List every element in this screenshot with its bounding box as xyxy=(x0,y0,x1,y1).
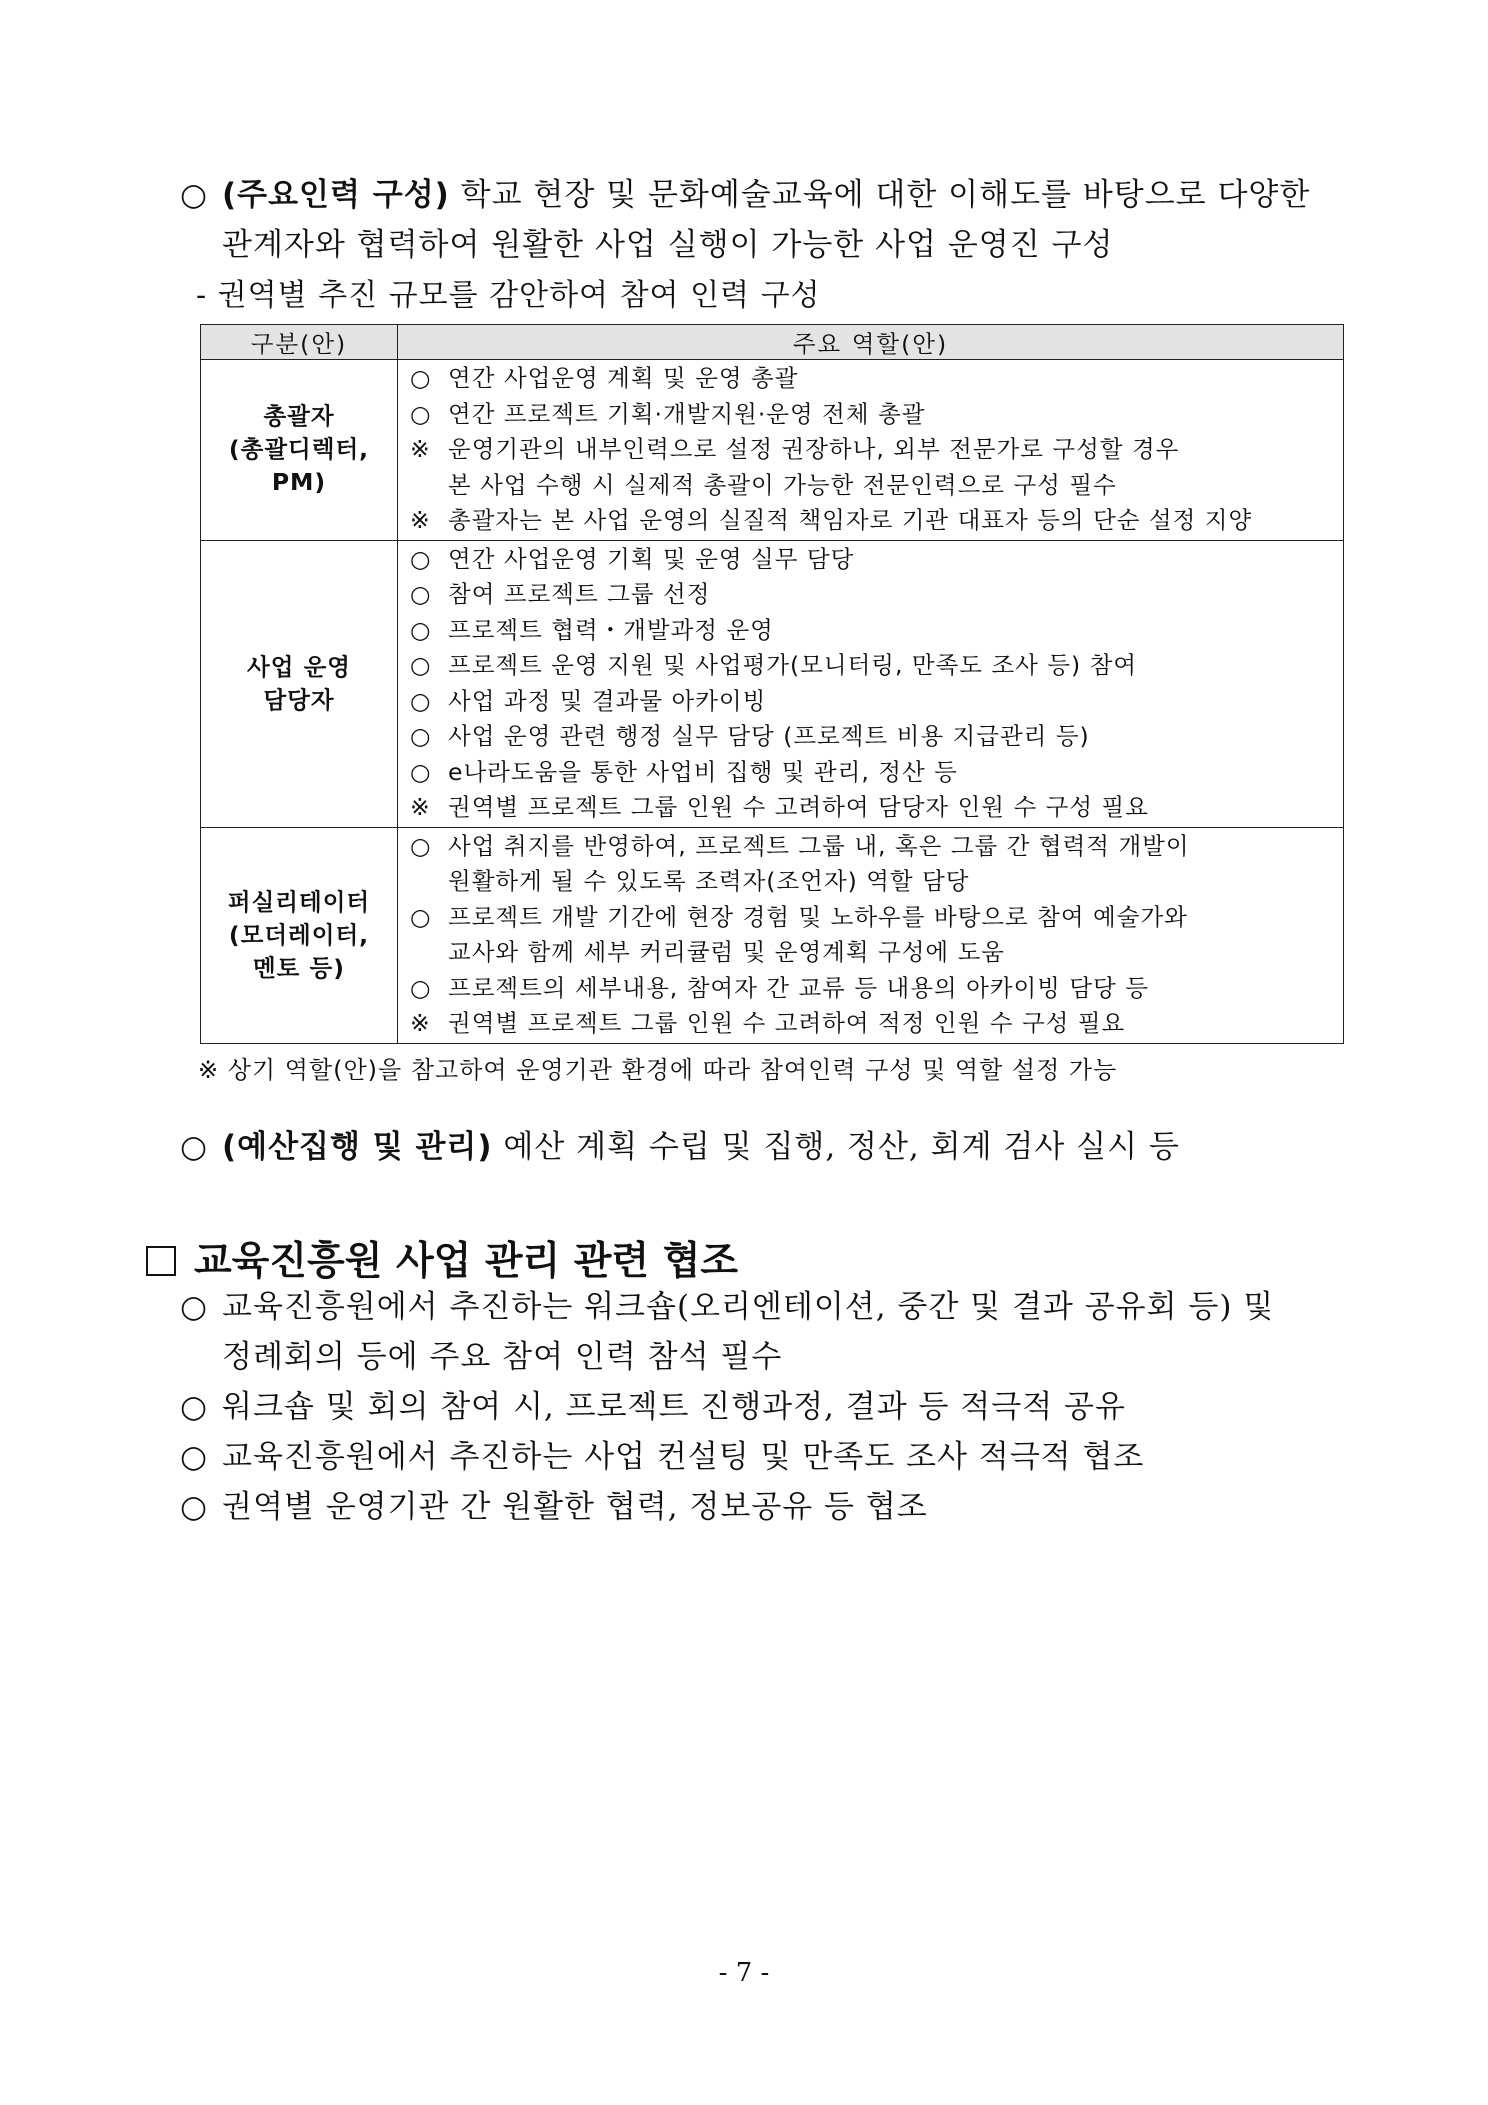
role-mark: ○ xyxy=(410,651,432,679)
category-line: (모더레이터, xyxy=(228,920,370,949)
role-line xyxy=(410,648,1331,684)
page-number: - 7 - xyxy=(718,1958,770,1988)
heading-text: 교육진흥원 사업 관리 관련 협조 xyxy=(194,1239,739,1284)
list-item xyxy=(180,1482,1350,1532)
table-row xyxy=(201,540,1344,827)
role-text: 운영기관의 내부인력으로 설정 권장하나, 외부 전문가로 구성할 경우 xyxy=(448,435,1180,463)
role-text: 연간 프로젝트 기획·개발지원·운영 전체 총괄 xyxy=(448,399,926,428)
table-row xyxy=(201,827,1344,1043)
role-text: 사업 취지를 반영하여, 프로젝트 그룹 내, 혹은 그룹 간 협력적 개발이 xyxy=(448,831,1190,860)
coop-text-cont: 정례회의 등에 주요 참여 인력 참석 필수 xyxy=(222,1339,783,1375)
role-line xyxy=(410,613,1331,649)
role-mark: ○ xyxy=(410,902,432,931)
list-item xyxy=(180,1282,1350,1382)
role-text: 사업 운영 관련 행정 실무 담당 (프로젝트 비용 지급관리 등) xyxy=(448,722,1090,750)
table-header-row xyxy=(201,325,1344,360)
coop-list xyxy=(180,1282,1350,1532)
role-text: 참여 프로젝트 그룹 선정 xyxy=(448,580,711,608)
category-line: 사업 운영 xyxy=(247,652,351,681)
staffing-label: (주요인력 구성) xyxy=(222,177,450,213)
role-mark: ○ xyxy=(410,615,432,644)
table-note: ※ 상기 역할(안)을 참고하여 운영기관 환경에 따라 참여인력 구성 및 역할 설정 가능 xyxy=(198,1056,1118,1084)
role-line xyxy=(410,577,1331,613)
category-line: 담당자 xyxy=(263,685,335,714)
table-row xyxy=(201,360,1344,541)
role-mark: ○ xyxy=(410,580,432,608)
role-mark: ※ xyxy=(410,1009,431,1037)
staffing-text-line1: 학교 현장 및 문화예술교육에 대한 이해도를 바탕으로 다양한 xyxy=(449,177,1311,213)
role-text: 프로젝트 협력・개발과정 운영 xyxy=(448,615,774,644)
staffing-subnote: - 권역별 추진 규모를 감안하여 참여 인력 구성 xyxy=(196,278,821,313)
role-line xyxy=(410,829,1331,865)
budget-label: (예산집행 및 관리) xyxy=(222,1129,493,1165)
role-text: 프로젝트의 세부내용, 참여자 간 교류 등 내용의 아카이빙 담당 등 xyxy=(448,973,1149,1002)
header-roles: 주요 역할(안) xyxy=(398,325,1344,360)
role-mark: ○ xyxy=(410,686,432,715)
role-text: 프로젝트 운영 지원 및 사업평가(모니터링, 만족도 조사 등) 참여 xyxy=(448,651,1138,679)
role-line xyxy=(410,935,1331,971)
coop-text: 교육진흥원에서 추진하는 사업 컨설팅 및 만족도 조사 적극적 협조 xyxy=(222,1439,1145,1475)
role-text: 교사와 함께 세부 커리큘럼 및 운영계획 구성에 도움 xyxy=(448,938,1006,966)
role-mark: ○ xyxy=(410,364,432,392)
category-line: 퍼실리테이터 xyxy=(227,887,371,916)
role-line xyxy=(410,755,1331,791)
bullet-marker: ○ xyxy=(180,1129,209,1165)
role-text: 본 사업 수행 시 실제적 총괄이 가능한 전문인력으로 구성 필수 xyxy=(448,470,1117,499)
bullet-marker: ○ xyxy=(180,177,209,213)
roles-table xyxy=(200,324,1344,1044)
role-line xyxy=(410,542,1331,578)
roles-cell xyxy=(398,540,1344,827)
header-category: 구분(안) xyxy=(201,325,398,360)
category-line: 멘토 등) xyxy=(252,953,346,982)
role-line xyxy=(410,361,1331,397)
coop-text: 교육진흥원에서 추진하는 워크숍(오리엔테이션, 중간 및 결과 공유회 등) 및 xyxy=(222,1289,1275,1325)
bullet-marker: ○ xyxy=(180,1389,209,1425)
role-line xyxy=(410,971,1331,1007)
role-line xyxy=(410,684,1331,720)
role-text: 사업 과정 및 결과물 아카이빙 xyxy=(448,686,767,715)
roles-cell xyxy=(398,827,1344,1043)
checkbox-square-icon xyxy=(146,1246,176,1276)
role-line xyxy=(410,719,1331,755)
role-line xyxy=(410,468,1331,504)
coop-text: 워크숍 및 회의 참여 시, 프로젝트 진행과정, 결과 등 적극적 공유 xyxy=(222,1389,1126,1425)
category-cell xyxy=(201,827,398,1043)
role-mark: ※ xyxy=(410,793,431,821)
role-line xyxy=(410,397,1331,433)
bullet-marker: ○ xyxy=(180,1489,209,1525)
role-mark: ○ xyxy=(410,757,432,786)
category-line: 총괄자 xyxy=(263,402,335,431)
role-mark: ○ xyxy=(410,831,432,860)
role-line xyxy=(410,503,1331,539)
budget-text: 예산 계획 수립 및 집행, 정산, 회계 검사 실시 등 xyxy=(492,1129,1180,1165)
role-text: 연간 사업운영 계획 및 운영 총괄 xyxy=(448,364,799,392)
role-mark: ○ xyxy=(410,722,432,750)
roles-cell xyxy=(398,360,1344,541)
staffing-paragraph xyxy=(180,170,1350,270)
category-cell xyxy=(201,540,398,827)
role-mark: ○ xyxy=(410,399,432,428)
role-mark: ※ xyxy=(410,435,431,463)
category-cell xyxy=(201,360,398,541)
bullet-marker: ○ xyxy=(180,1289,209,1325)
budget-paragraph xyxy=(180,1122,1350,1172)
role-text: e나라도움을 통한 사업비 집행 및 관리, 정산 등 xyxy=(448,757,958,786)
role-line xyxy=(410,864,1331,900)
list-item xyxy=(180,1432,1350,1482)
role-mark: ○ xyxy=(410,544,432,573)
role-line xyxy=(410,790,1331,826)
role-mark: ※ xyxy=(410,506,431,534)
section-heading xyxy=(146,1230,738,1286)
role-text: 프로젝트 개발 기간에 현장 경험 및 노하우를 바탕으로 참여 예술가와 xyxy=(448,902,1188,931)
role-mark: ○ xyxy=(410,973,432,1002)
staffing-text-line2: 관계자와 협력하여 원활한 사업 실행이 가능한 사업 운영진 구성 xyxy=(222,227,1114,263)
bullet-marker: ○ xyxy=(180,1439,209,1475)
role-text: 원활하게 될 수 있도록 조력자(조언자) 역할 담당 xyxy=(448,867,970,895)
role-text: 총괄자는 본 사업 운영의 실질적 책임자로 기관 대표자 등의 단순 설정 지양 xyxy=(448,506,1253,534)
role-line xyxy=(410,900,1331,936)
role-line xyxy=(410,432,1331,468)
coop-text: 권역별 운영기관 간 원활한 협력, 정보공유 등 협조 xyxy=(222,1489,928,1525)
role-line xyxy=(410,1006,1331,1042)
category-line: (총괄디렉터, xyxy=(228,435,370,464)
role-text: 연간 사업운영 기획 및 운영 실무 담당 xyxy=(448,544,855,573)
category-line: PM) xyxy=(271,468,327,497)
role-text: 권역별 프로젝트 그룹 인원 수 고려하여 담당자 인원 수 구성 필요 xyxy=(448,793,1149,821)
list-item xyxy=(180,1382,1350,1432)
role-text: 권역별 프로젝트 그룹 인원 수 고려하여 적정 인원 수 구성 필요 xyxy=(448,1009,1126,1037)
